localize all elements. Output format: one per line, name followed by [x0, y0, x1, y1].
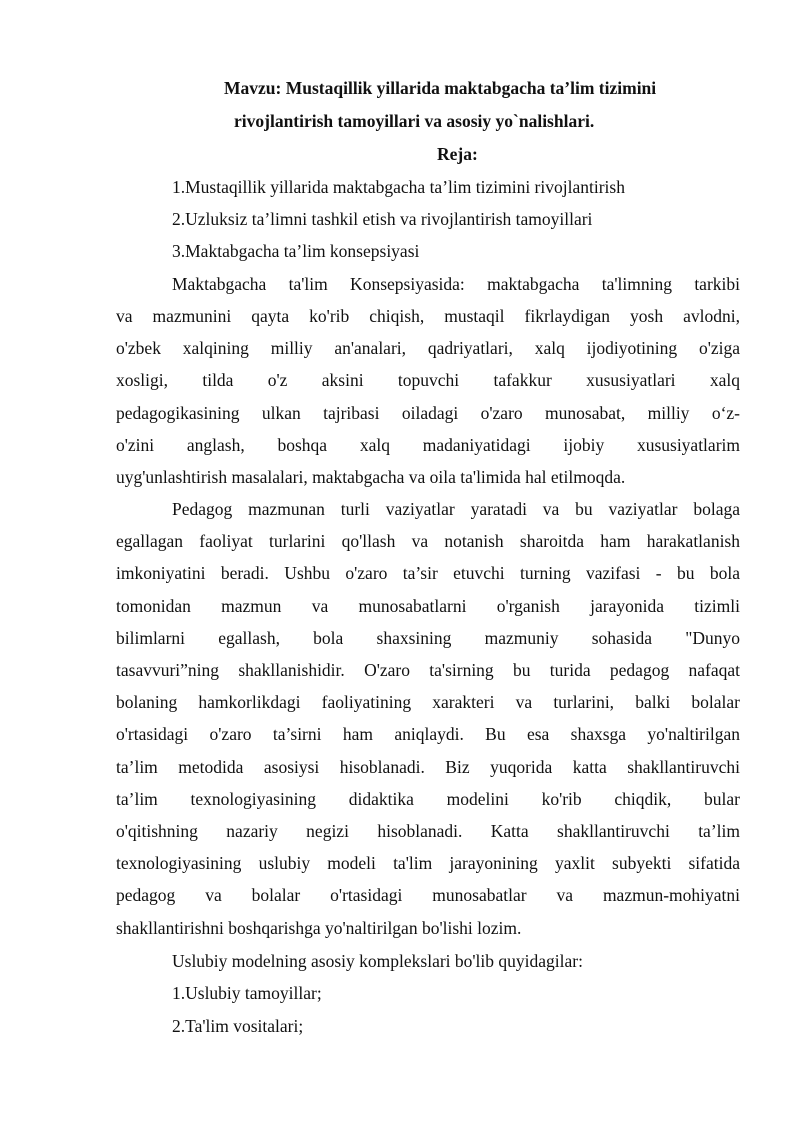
paragraph-line: imkoniyatini beradi. Ushbu o'zaro ta’sir etuvchi turning vazifasi - bu bola: [116, 563, 740, 583]
paragraph-line: shakllantirishni boshqarishga yo'naltirilgan bo'lishi lozim.: [116, 918, 522, 938]
list-item: 2.Ta'lim vositalari;: [172, 1016, 304, 1036]
paragraph-line: o'zbek xalqining milliy an'analari, qadriyatlari, xalq ijodiyotining o'ziga: [116, 338, 740, 358]
paragraph-line: ta’lim texnologiyasining didaktika modelini ko'rib chiqdik, bular: [116, 789, 740, 809]
plan-heading: Reja:: [437, 144, 478, 164]
paragraph-line: texnologiyasining uslubiy modeli ta'lim jarayonining yaxlit subyekti sifatida: [116, 853, 740, 873]
document-title-line-2: rivojlantirish tamoyillari va asosiy yo`nalishlari.: [234, 111, 595, 131]
paragraph-line: xosligi, tilda o'z aksini topuvchi tafakkur xususiyatlari xalq: [116, 370, 740, 390]
paragraph-line: tomonidan mazmun va munosabatlarni o'rganish jarayonida tizimli: [116, 596, 740, 616]
paragraph-line: tasavvuri”ning shakllanishidir. O'zaro ta'sirning bu turida pedagog nafaqat: [116, 660, 740, 680]
list-item: 1.Uslubiy tamoyillar;: [172, 983, 322, 1003]
paragraph-line: Pedagog mazmunan turli vaziyatlar yaratadi va bu vaziyatlar bolaga: [172, 499, 740, 519]
paragraph-line: o'rtasidagi o'zaro ta’sirni ham aniqlaydi. Bu esa shaxsga yo'naltirilgan: [116, 724, 740, 744]
plan-item: 3.Maktabgacha ta’lim konsepsiyasi: [172, 241, 420, 261]
paragraph-line: egallagan faoliyat turlarini qo'llash va notanish sharoitda ham harakatlanish: [116, 531, 740, 551]
paragraph-line: uyg'unlashtirish masalalari, maktabgacha va oila ta'limida hal etilmoqda.: [116, 467, 626, 487]
paragraph-line: va mazmunini qayta ko'rib chiqish, mustaqil fikrlaydigan yosh avlodni,: [116, 306, 740, 326]
paragraph-line: o'qitishning nazariy negizi hisoblanadi. Katta shakllantiruvchi ta’lim: [116, 821, 740, 841]
paragraph-line: bolaning hamkorlikdagi faoliyatining xarakteri va turlarini, balki bolalar: [116, 692, 740, 712]
paragraph-line: Maktabgacha ta'lim Konsepsiyasida: maktabgacha ta'limning tarkibi: [172, 274, 740, 294]
paragraph-3-intro: Uslubiy modelning asosiy komplekslari bo'lib quyidagilar:: [172, 951, 583, 971]
paragraph-line: pedagogikasining ulkan tajribasi oiladagi o'zaro munosabat, milliy o‘z-: [116, 403, 740, 423]
paragraph-line: pedagog va bolalar o'rtasidagi munosabatlar va mazmun-mohiyatni: [116, 885, 740, 905]
plan-item: 2.Uzluksiz ta’limni tashkil etish va rivojlantirish tamoyillari: [172, 209, 593, 229]
plan-item: 1.Mustaqillik yillarida maktabgacha ta’lim tizimini rivojlantirish: [172, 177, 625, 197]
paragraph-line: bilimlarni egallash, bola shaxsining mazmuniy sohasida "Dunyo: [116, 628, 740, 648]
document-title-line-1: Mavzu: Mustaqillik yillarida maktabgacha ta’lim tizimini: [224, 78, 657, 98]
paragraph-line: o'zini anglash, boshqa xalq madaniyatidagi ijobiy xususiyatlarim: [116, 435, 740, 455]
paragraph-line: ta’lim metodida asosiysi hisoblanadi. Biz yuqorida katta shakllantiruvchi: [116, 757, 740, 777]
